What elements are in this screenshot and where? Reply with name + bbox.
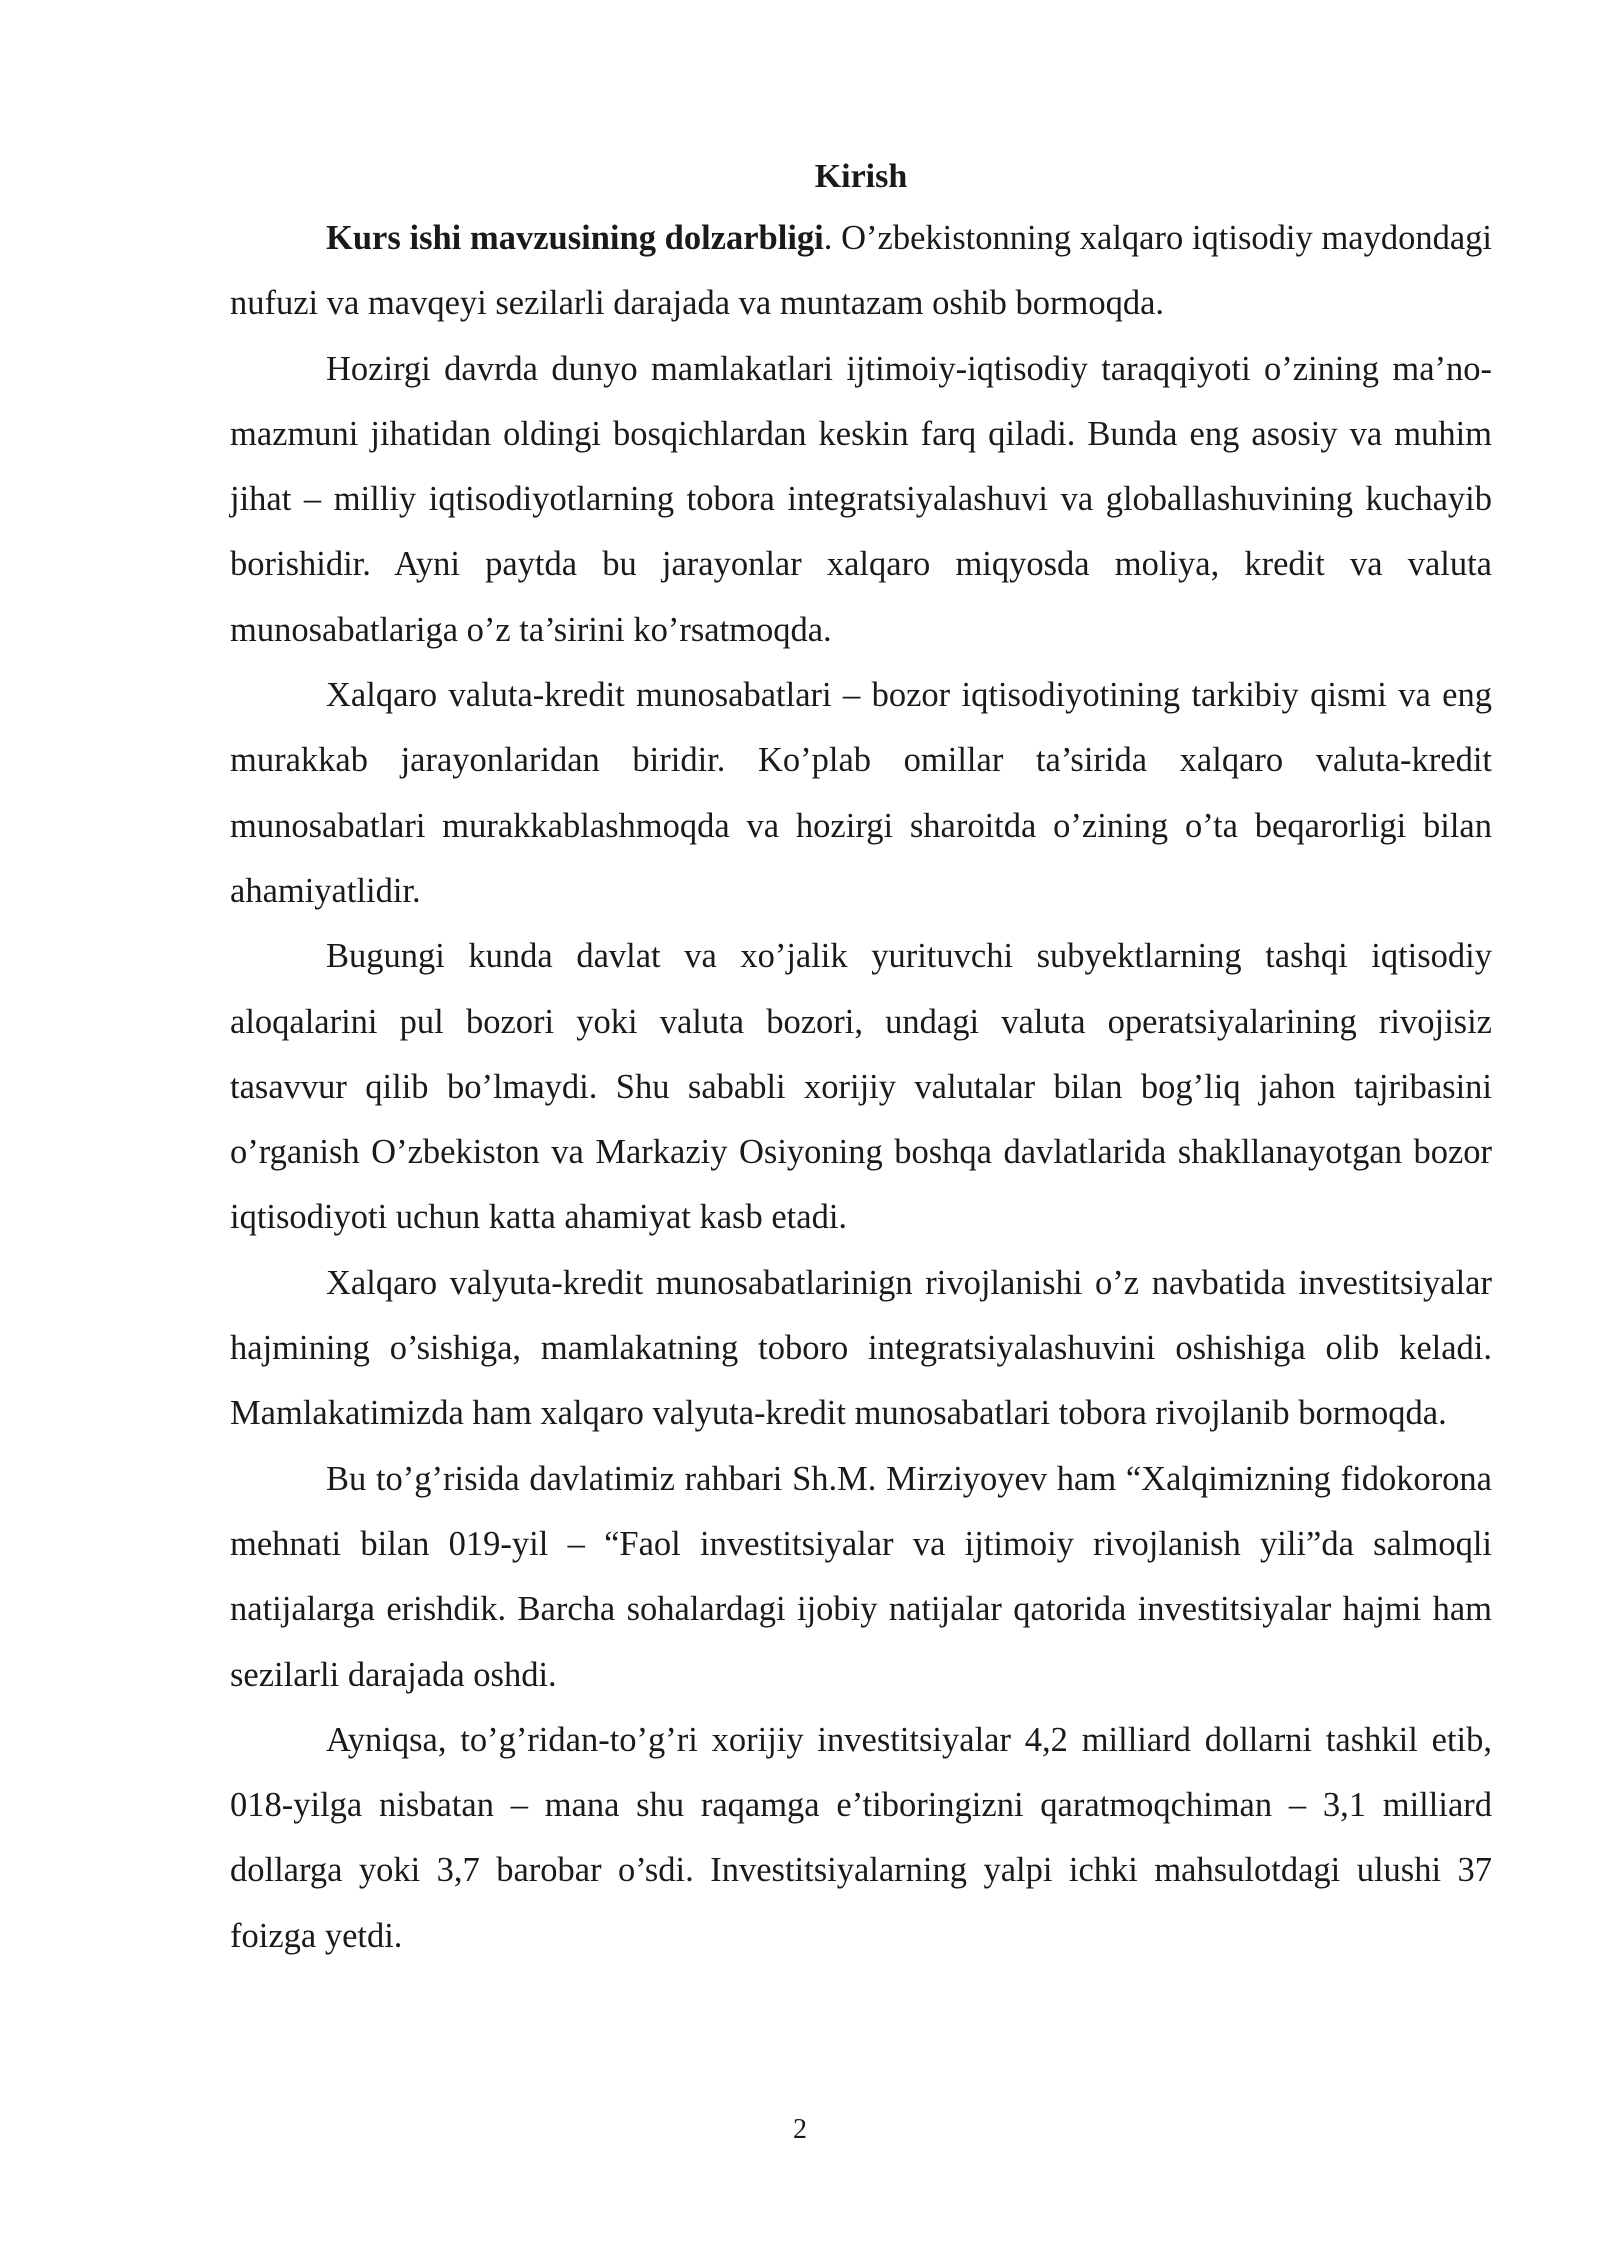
- page-content: [230, 148, 1492, 1969]
- paragraph-text: Ayniqsa, to’g’ridan-to’g’ri xorijiy investitsiyalar 4,2 milliard dollarni tashkil etib, 018-yilga nisbatan – mana shu raqamga e’tiboringizni qaratmoqchiman – 3,1 milliard dollarga yoki 3,7 barobar o’sdi. Investitsiyalarning yalpi ichki mahsulotdagi ulushi 37 foizga yetdi.: [230, 1720, 1492, 1955]
- paragraph-5: [230, 1251, 1492, 1447]
- paragraph-text: Xalqaro valuta-kredit munosabatlari – bozor iqtisodiyotining tarkibiy qismi va eng murakkab jarayonlaridan biridir. Ko’plab omillar ta’sirida xalqaro valuta-kredit munosabatlari murakkablashmoqda va hozirgi sharoitda o’zining o’ta beqarorligi bilan ahamiyatlidir.: [230, 676, 1492, 910]
- paragraph-4: [230, 924, 1492, 1250]
- paragraph-text: Bu to’g’risida davlatimiz rahbari Sh.M. Mirziyoyev ham “Xalqimizning fidokorona mehnati bilan 019-yil – “Faol investitsiyalar va ijtimoiy rivojlanish yili”da salmoqli natijalarga erishdik. Barcha sohalardagi ijobiy natijalar qatorida investitsiyalar hajmi ham sezilarli darajada oshdi.: [230, 1459, 1492, 1694]
- paragraph-1: [230, 206, 1492, 337]
- paragraph-text: . O’zbekistonning xalqaro iqtisodiy maydondagi nufuzi va mavqeyi sezilarli darajada va muntazam oshib bormoqda.: [230, 219, 1492, 323]
- paragraph-7: [230, 1708, 1492, 1969]
- paragraph-6: [230, 1447, 1492, 1708]
- paragraph-text: Hozirgi davrda dunyo mamlakatlari ijtimoiy-iqtisodiy taraqqiyoti o’zining ma’no-mazmuni jihatidan oldingi bosqichlardan keskin farq qiladi. Bunda eng asosiy va muhim jihat – milliy iqtisodiyotlarning tobora integratsiyalashuvi va globallashuvining kuchayib borishidir. Ayni paytda bu jarayonlar xalqaro miqyosda moliya, kredit va valuta munosabatlariga o’z ta’sirini ko’rsatmoqda.: [230, 349, 1492, 649]
- paragraph-text: Bugungi kunda davlat va xo’jalik yurituvchi subyektlarning tashqi iqtisodiy aloqalarini pul bozori yoki valuta bozori, undagi valuta operatsiyalarining rivojisiz tasavvur qilib bo’lmaydi. Shu sababli xorijiy valutalar bilan bog’liq jahon tajribasini o’rganish O’zbekiston va Markaziy Osiyoning boshqa davlatlarida shakllanayotgan bozor iqtisodiyoti uchun katta ahamiyat kasb etadi.: [230, 937, 1492, 1237]
- paragraph-lead: Kurs ishi mavzusining dolzarbligi: [326, 219, 824, 257]
- paragraph-text: Xalqaro valyuta-kredit munosabatlarinign rivojlanishi o’z navbatida investitsiyalar hajmining o’sishiga, mamlakatning toboro integratsiyalashuvini oshishiga olib keladi. Mamlakatimizda ham xalqaro valyuta-kredit munosabatlari tobora rivojlanib bormoqda.: [230, 1263, 1492, 1433]
- section-heading: Kirish: [814, 158, 908, 195]
- paragraph-3: [230, 663, 1492, 924]
- paragraph-2: [230, 337, 1492, 663]
- page-number: 2: [793, 2114, 807, 2145]
